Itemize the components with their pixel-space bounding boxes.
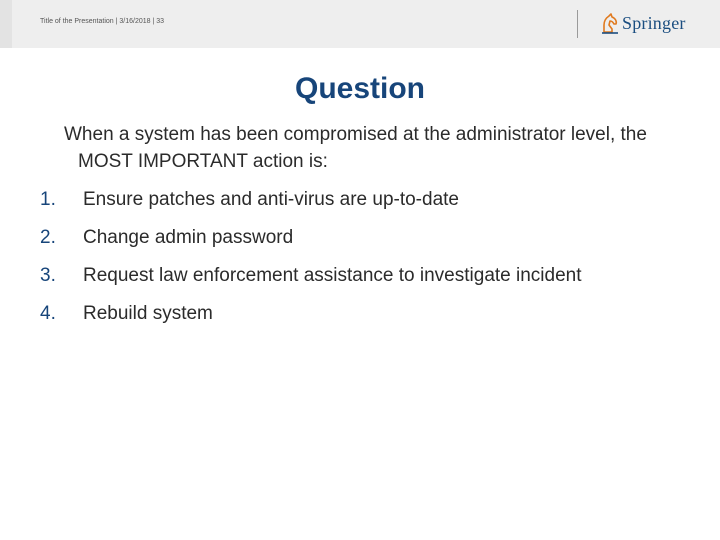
option-number: 1. (40, 189, 56, 210)
springer-logo-text: Springer (622, 12, 686, 33)
option-number: 4. (40, 303, 56, 324)
option-text: Change admin password (83, 227, 294, 248)
option-number: 2. (40, 227, 56, 248)
answer-option (0, 224, 700, 262)
springer-logo (600, 11, 686, 35)
answer-option (0, 186, 700, 224)
header-accent (0, 0, 12, 48)
option-text: Rebuild system (83, 303, 213, 324)
header-divider (577, 10, 578, 38)
footer-text: Title of the Presentation | 3/16/2018 | 33 (40, 18, 165, 25)
answer-options (0, 186, 700, 338)
question-text: When a system has been compromised at the administrator level, the MOST IMPORTANT action is: (64, 124, 647, 172)
springer-horse-icon (600, 12, 620, 34)
answer-option (0, 262, 700, 300)
slide-title: Question (294, 72, 425, 105)
header-bar (0, 0, 720, 48)
option-text: Request law enforcement assistance to investigate incident (83, 265, 582, 286)
option-text: Ensure patches and anti-virus are up-to-date (83, 189, 459, 210)
answer-option (0, 300, 700, 338)
option-number: 3. (40, 265, 56, 286)
